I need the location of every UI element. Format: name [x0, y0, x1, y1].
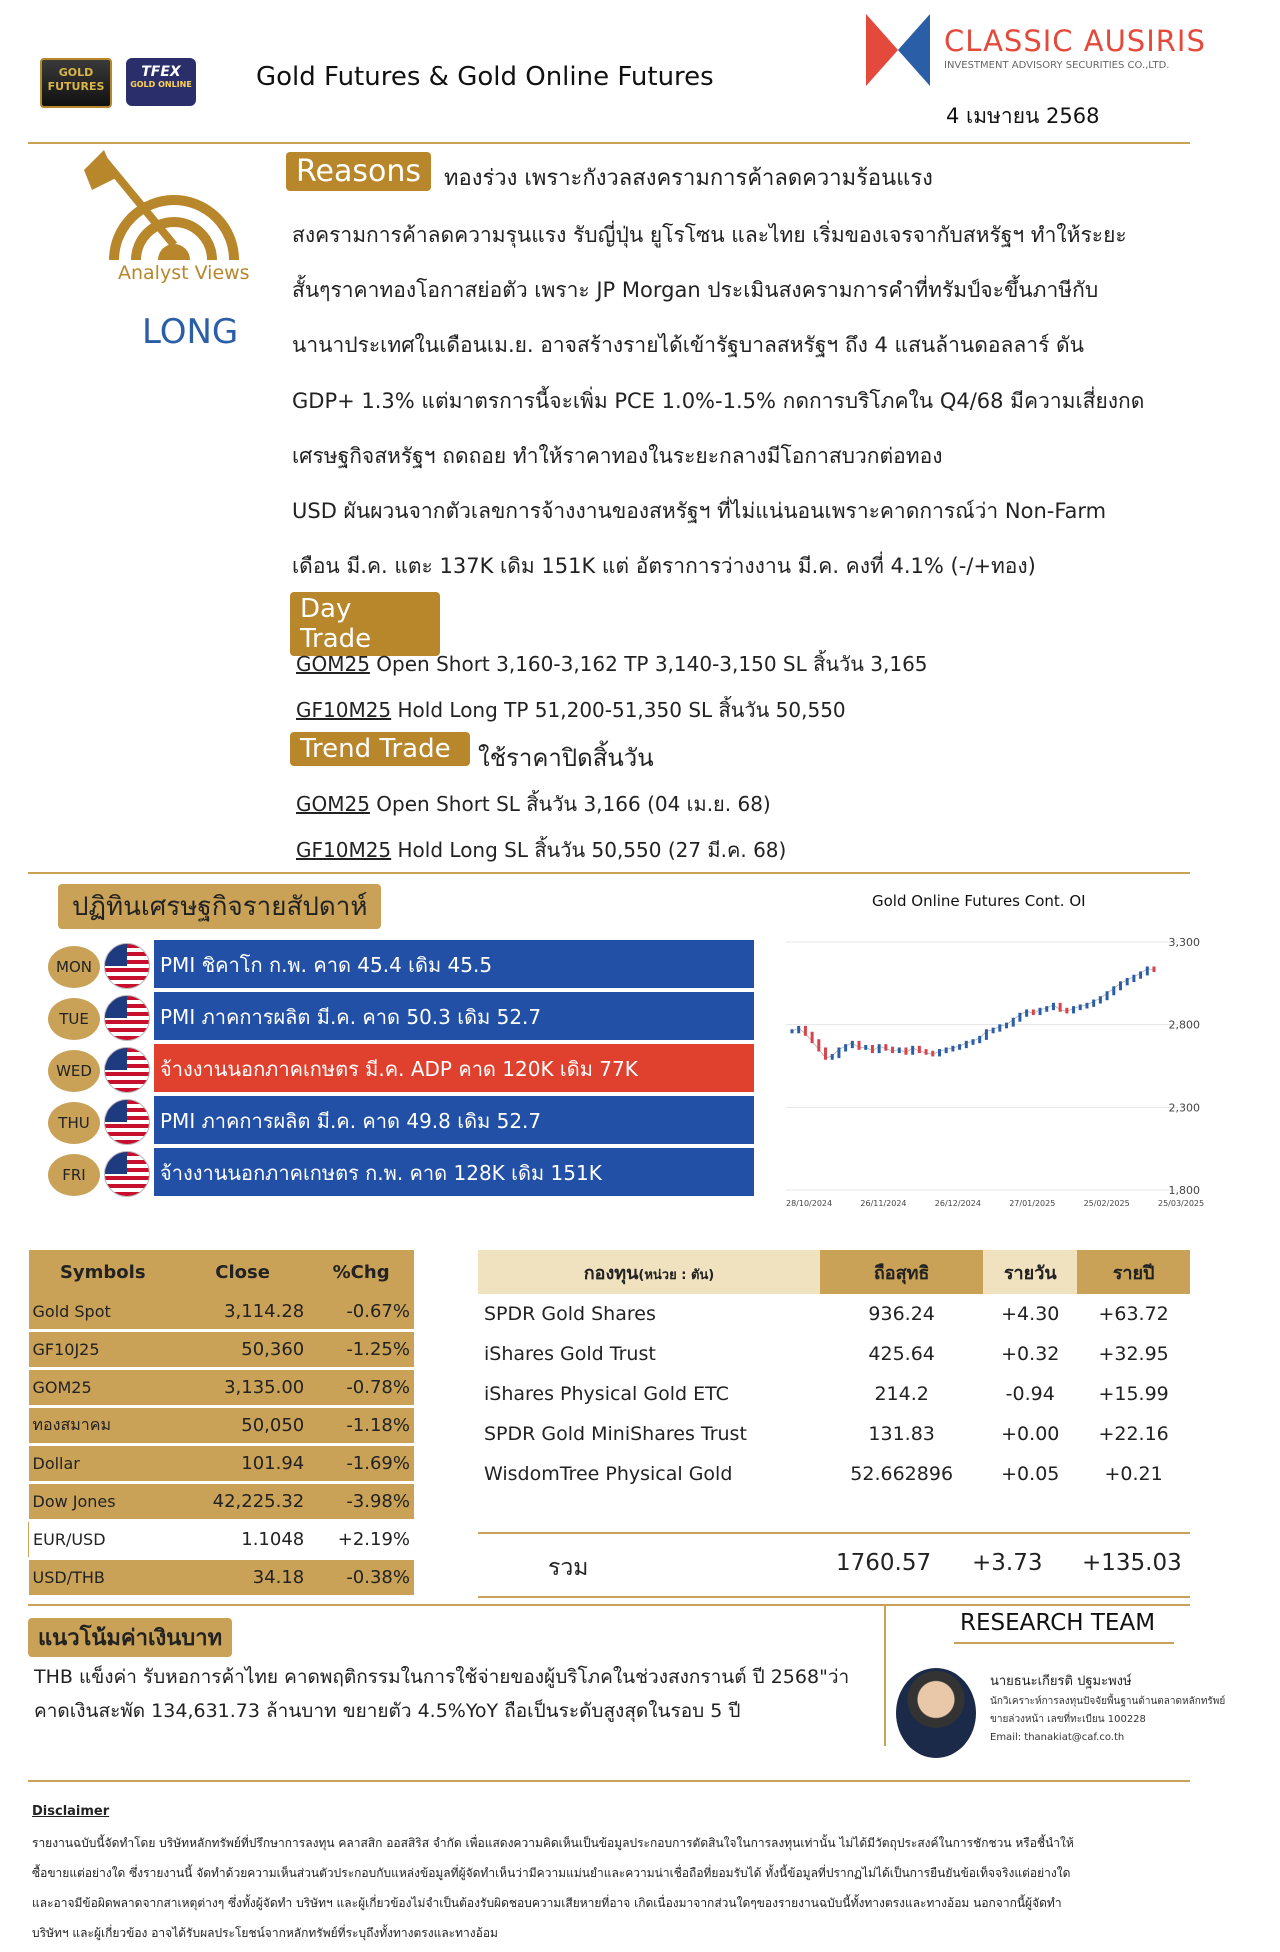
- section-divider: [28, 1780, 1190, 1782]
- cell-close: 1.1048: [177, 1521, 308, 1559]
- x-tick-label: 28/10/2024: [786, 1199, 833, 1208]
- day-trade-item: [296, 648, 928, 680]
- table-row: [478, 1374, 1190, 1414]
- trade-detail: Hold Long SL สิ้นวัน 50,550 (27 มี.ค. 68): [391, 838, 787, 862]
- candle: [898, 1047, 901, 1053]
- calendar-event: PMI ภาคการผลิต มี.ค. คาด 50.3 เดิม 52.7: [154, 992, 754, 1042]
- cell-chg: -1.69%: [308, 1445, 414, 1483]
- candle: [1092, 1000, 1095, 1007]
- header-divider: [28, 142, 1190, 144]
- col-header-net: ถือสุทธิ: [820, 1250, 983, 1294]
- fund-total-label: รวม: [548, 1555, 589, 1581]
- day-trade-item: [296, 694, 846, 726]
- section-divider: [28, 1604, 1190, 1606]
- us-flag-icon: [104, 1099, 150, 1145]
- y-tick-label: 1,800: [1168, 1184, 1200, 1197]
- cell-close: 50,360: [177, 1331, 308, 1369]
- cell-close: 50,050: [177, 1407, 308, 1445]
- research-team-title: RESEARCH TEAM: [960, 1610, 1156, 1636]
- col-header-unit: (หน่วย : ตัน): [638, 1267, 715, 1283]
- y-tick-label: 3,300: [1168, 936, 1200, 949]
- candle: [918, 1046, 921, 1053]
- candle: [1079, 1004, 1082, 1010]
- y-tick-label: 2,300: [1168, 1101, 1200, 1115]
- candle: [797, 1026, 800, 1033]
- cell-symbol: Gold Spot: [29, 1294, 178, 1331]
- candle: [871, 1045, 874, 1053]
- tfex-logo-subtext: GOLD ONLINE: [130, 80, 192, 89]
- cell-net: 52.662896: [850, 1463, 954, 1485]
- candle: [1065, 1008, 1068, 1014]
- cell-chg: +2.19%: [308, 1521, 414, 1559]
- cell-symbol: Dow Jones: [29, 1483, 178, 1521]
- cell-symbol: EUR/USD: [29, 1521, 178, 1559]
- candle: [992, 1028, 995, 1034]
- analyst-email: Email: thanakiat@caf.co.th: [990, 1732, 1125, 1743]
- candle: [1005, 1023, 1008, 1029]
- cell-chg: -0.38%: [308, 1559, 414, 1597]
- trade-detail: Hold Long TP 51,200-51,350 SL สิ้นวัน 50,550: [391, 698, 846, 722]
- candle: [1039, 1008, 1042, 1015]
- x-tick-label: 26/11/2024: [860, 1199, 907, 1208]
- candle: [1052, 1003, 1055, 1010]
- fund-total-daily: +3.73: [972, 1550, 1043, 1576]
- candle: [1072, 1006, 1075, 1013]
- candle: [884, 1044, 887, 1050]
- us-flag-icon: [104, 943, 150, 989]
- cell-name: WisdomTree Physical Gold: [484, 1463, 733, 1485]
- table-row: [29, 1483, 415, 1521]
- gold-fund-table: [478, 1250, 1190, 1494]
- candle: [1018, 1013, 1021, 1022]
- us-flag-icon: [104, 1151, 150, 1197]
- candle: [851, 1041, 854, 1048]
- analyst-name: นายธนะเกียรติ ปฐมะพงษ์: [990, 1674, 1132, 1689]
- trade-symbol: GF10M25: [296, 838, 392, 862]
- candle: [958, 1044, 961, 1050]
- classic-ausiris-logo-icon: [866, 14, 930, 86]
- day-trade-tag: Day Trade: [290, 592, 440, 656]
- table-row: [478, 1334, 1190, 1374]
- candle: [831, 1054, 834, 1060]
- candle: [824, 1047, 827, 1059]
- document-title: Gold Futures & Gold Online Futures: [256, 62, 714, 92]
- candle: [1146, 966, 1149, 975]
- candle: [972, 1039, 975, 1045]
- col-header-close: Close: [177, 1250, 308, 1294]
- oi-chart: [770, 920, 1210, 1210]
- candle: [878, 1044, 881, 1053]
- cell-name: SPDR Gold Shares: [484, 1303, 656, 1325]
- col-header-daily: รายวัน: [983, 1250, 1077, 1294]
- candle: [804, 1026, 807, 1036]
- candle: [817, 1039, 820, 1051]
- candle: [1126, 978, 1129, 985]
- tfex-logo-text: TFEX: [141, 64, 181, 80]
- candle: [904, 1047, 907, 1054]
- cell-daily: +0.05: [1001, 1463, 1060, 1485]
- candle: [1132, 975, 1135, 982]
- candle: [858, 1041, 861, 1050]
- analyst-avatar: [896, 1668, 976, 1758]
- cell-symbol: Dollar: [29, 1445, 178, 1483]
- table-row: [478, 1294, 1190, 1334]
- candle: [1153, 966, 1156, 972]
- candle: [1085, 1003, 1088, 1009]
- reasons-tag: Reasons: [286, 152, 431, 191]
- cell-symbol: GF10J25: [29, 1331, 178, 1369]
- tfex-logo: [126, 58, 196, 106]
- cell-ytd: +63.72: [1098, 1303, 1169, 1325]
- cell-symbol: USD/THB: [29, 1559, 178, 1597]
- reasons-line: เดือน มี.ค. แตะ 137K เดิม 151K แต่ อัตราการว่างงาน มี.ค. คงที่ 4.1% (-/+ทอง): [292, 554, 1036, 578]
- cell-close: 42,225.32: [177, 1483, 308, 1521]
- cell-name: SPDR Gold MiniShares Trust: [484, 1423, 747, 1445]
- analyst-title: นักวิเคราะห์การลงทุนปัจจัยพื้นฐานด้านตลาดหลักทรัพย์: [990, 1696, 1226, 1707]
- reasons-line: เศรษฐกิจสหรัฐฯ ถดถอย ทำให้ราคาทองในระยะกลางมีโอกาสบวกต่อทอง: [292, 444, 943, 468]
- candle: [931, 1051, 934, 1057]
- x-tick-label: 25/03/2025: [1158, 1199, 1205, 1208]
- cell-chg: -3.98%: [308, 1483, 414, 1521]
- cell-ytd: +0.21: [1104, 1463, 1163, 1485]
- candle: [1059, 1003, 1062, 1012]
- candle: [1106, 991, 1109, 1000]
- candle: [965, 1041, 968, 1048]
- calendar-event: จ้างงานนอกภาคเกษตร มี.ค. ADP คาด 120K เดิม 77K: [154, 1044, 754, 1094]
- research-underline: [954, 1642, 1174, 1644]
- candle: [1139, 971, 1142, 978]
- fund-total-net: 1760.57: [836, 1550, 932, 1576]
- table-row: [29, 1369, 415, 1407]
- reasons-line: นานาประเทศในเดือนเม.ย. อาจสร้างรายได้เข้ารัฐบาลสหรัฐฯ ถึง 4 แสนล้านดอลลาร์ ดัน: [292, 333, 1085, 357]
- cell-ytd: +15.99: [1098, 1383, 1169, 1405]
- cell-ytd: +22.16: [1098, 1423, 1169, 1445]
- cell-close: 3,135.00: [177, 1369, 308, 1407]
- cell-net: 131.83: [868, 1423, 935, 1445]
- table-row: [29, 1521, 415, 1559]
- us-flag-icon: [104, 995, 150, 1041]
- cell-name: iShares Gold Trust: [484, 1343, 656, 1365]
- candle: [1025, 1009, 1028, 1016]
- calendar-title: ปฏิทินเศรษฐกิจรายสัปดาห์: [58, 884, 381, 929]
- baht-line: คาดเงินสะพัด 134,631.73 ล้านบาท ขยายตัว 4.5%YoY ถือเป็นระดับสูงสุดในรอบ 5 ปี: [34, 1700, 741, 1722]
- candle: [951, 1046, 954, 1052]
- cell-symbol: GOM25: [29, 1369, 178, 1407]
- target-arrow-icon: [74, 150, 264, 270]
- analyst-license: ขายล่วงหน้า เลขที่ทะเบียน 100228: [990, 1714, 1146, 1725]
- candle: [925, 1049, 928, 1055]
- analyst-views-label: Analyst Views: [118, 262, 250, 284]
- fund-total-ytd: +135.03: [1082, 1550, 1182, 1576]
- col-header-ytd: รายปี: [1077, 1250, 1190, 1294]
- table-row: [29, 1294, 415, 1331]
- cell-chg: -1.25%: [308, 1331, 414, 1369]
- vertical-divider: [884, 1606, 886, 1746]
- trade-symbol: GF10M25: [296, 698, 392, 722]
- candle: [864, 1045, 867, 1050]
- table-row: [29, 1331, 415, 1369]
- gold-futures-logo: [40, 58, 112, 108]
- candle: [844, 1044, 847, 1051]
- trade-symbol: GOM25: [296, 652, 370, 676]
- candle: [1045, 1006, 1048, 1012]
- cell-symbol: ทองสมาคม: [29, 1407, 178, 1445]
- candle: [978, 1036, 981, 1043]
- cell-daily: +0.32: [1001, 1343, 1060, 1365]
- trade-symbol: GOM25: [296, 792, 370, 816]
- trend-trade-item: [296, 834, 786, 866]
- baht-outlook-tag: แนวโน้มค่าเงินบาท: [28, 1618, 232, 1657]
- candle: [911, 1046, 914, 1055]
- candle: [791, 1029, 794, 1033]
- us-flag-icon: [104, 1047, 150, 1093]
- cell-chg: -1.18%: [308, 1407, 414, 1445]
- gold-futures-logo-text: GOLD FUTURES: [47, 66, 105, 93]
- table-row: [478, 1454, 1190, 1494]
- calendar-event: PMI ชิคาโก ก.พ. คาด 45.4 เดิม 45.5: [154, 940, 754, 990]
- chart-title: Gold Online Futures Cont. OI: [872, 892, 1086, 910]
- col-header-fund: [478, 1250, 820, 1294]
- cell-daily: -0.94: [1005, 1383, 1055, 1405]
- reasons-line: สั้นๆราคาทองโอกาสย่อตัว เพราะ JP Morgan ประเมินสงครามการคำที่ทรัมป์จะขึ้นภาษีกับ: [292, 278, 1099, 302]
- cell-net: 936.24: [868, 1303, 935, 1325]
- calendar-event: จ้างงานนอกภาคเกษตร ก.พ. คาด 128K เดิม 151K: [154, 1148, 754, 1198]
- day-badge: TUE: [48, 998, 100, 1040]
- candle: [1112, 986, 1115, 995]
- cell-ytd: +32.95: [1098, 1343, 1169, 1365]
- brand-subtitle: INVESTMENT ADVISORY SECURITIES CO.,LTD.: [944, 60, 1170, 71]
- x-tick-label: 26/12/2024: [934, 1199, 981, 1208]
- table-row: [29, 1407, 415, 1445]
- table-row: [478, 1414, 1190, 1454]
- disclaimer-line: รายงานฉบับนี้จัดทำโดย บริษัทหลักทรัพย์ที่ปรึกษาการลงทุน คลาสสิก ออสสิริส จำกัด เพื่อแสดงความคิดเห็นเป็นข้อมูลประกอบการตัดสินใจในการลงทุนเท่านั้น ไม่ได้มีวัตถุประสงค์ในการชักชวน หรือชี้นำให้: [32, 1836, 1074, 1850]
- y-tick-label: 2,800: [1168, 1018, 1200, 1032]
- day-badge: MON: [48, 946, 100, 988]
- day-badge: WED: [48, 1050, 100, 1092]
- col-header-chg: %Chg: [308, 1250, 414, 1294]
- market-symbols-table: [28, 1250, 414, 1598]
- calendar-event: PMI ภาคการผลิต มี.ค. คาด 49.8 เดิม 52.7: [154, 1096, 754, 1146]
- col-header-symbols: Symbols: [29, 1250, 178, 1294]
- candle: [938, 1049, 941, 1056]
- disclaimer-title: Disclaimer: [32, 1804, 110, 1819]
- candle: [837, 1047, 840, 1058]
- document-date: 4 เมษายน 2568: [946, 104, 1100, 128]
- cell-daily: +0.00: [1001, 1423, 1060, 1445]
- trade-detail: Open Short SL สิ้นวัน 3,166 (04 เม.ย. 68): [369, 792, 771, 816]
- cell-close: 34.18: [177, 1559, 308, 1597]
- trend-trade-tag: Trend Trade: [290, 732, 470, 766]
- cell-chg: -0.67%: [308, 1294, 414, 1331]
- cell-daily: +4.30: [1001, 1303, 1060, 1325]
- reasons-line: GDP+ 1.3% แต่มาตรการนี้จะเพิ่ม PCE 1.0%-1.5% กดการบริโภคใน Q4/68 มีความเสี่ยงกด: [292, 389, 1145, 413]
- candle: [811, 1032, 814, 1043]
- cell-name: iShares Physical Gold ETC: [484, 1383, 729, 1405]
- candle: [891, 1047, 894, 1053]
- reasons-headline: ทองร่วง เพราะกังวลสงครามการค้าลดความร้อนแรง: [444, 166, 933, 191]
- baht-line: THB แข็งค่า รับหอการค้าไทย คาดพฤติกรรมในการใช้จ่ายของผู้บริโภคในช่วงสงกรานต์ ปี 2568"ว่า: [34, 1666, 850, 1688]
- brand-name: CLASSIC AUSIRIS: [944, 24, 1206, 58]
- col-header-fund-label: กองทุน: [583, 1262, 639, 1284]
- analyst-stance: LONG: [142, 312, 239, 352]
- section-divider: [28, 872, 1190, 874]
- candle: [1099, 996, 1102, 1003]
- reasons-line: สงครามการค้าลดความรุนแรง รับญี่ปุ่น ยูโรโซน และไทย เริ่มของเจรจากับสหรัฐฯ ทำให้ระยะ: [292, 223, 1127, 247]
- trade-detail: Open Short 3,160-3,162 TP 3,140-3,150 SL สิ้นวัน 3,165: [369, 652, 928, 676]
- cell-close: 101.94: [177, 1445, 308, 1483]
- disclaimer-line: และอาจมีข้อผิดพลาดจากสาเหตุต่างๆ ซึ่งทั้งผู้จัดทำ บริษัทฯ และผู้เกี่ยวข้องไม่จำเป็นต้องรับผิดชอบความเสียหายที่อาจ เกิดเนื่องมาจากส่วนใดๆของรายงานฉบับนี้ทั้งทางตรงและทางอ้อม นอกจากนี้ผู้จัดทำ: [32, 1896, 1062, 1910]
- cell-chg: -0.78%: [308, 1369, 414, 1407]
- reasons-line: USD ผันผวนจากตัวเลขการจ้างงานของสหรัฐฯ ที่ไม่แน่นอนเพราะคาดการณ์ว่า Non-Farm: [292, 499, 1107, 523]
- candle: [1032, 1009, 1035, 1015]
- candle: [985, 1029, 988, 1040]
- candle: [1012, 1018, 1015, 1027]
- cell-net: 214.2: [874, 1383, 929, 1405]
- table-row: [29, 1445, 415, 1483]
- disclaimer-line: บริษัทฯ และผู้เกี่ยวข้อง อาจได้รับผลประโยชน์จากหลักทรัพย์ที่ระบุถึงทั้งทางตรงและทางอ้อม: [32, 1926, 498, 1940]
- table-row: [29, 1559, 415, 1597]
- cell-net: 425.64: [868, 1343, 935, 1365]
- x-tick-label: 25/02/2025: [1083, 1199, 1130, 1208]
- day-badge: FRI: [48, 1154, 100, 1196]
- candle: [945, 1047, 948, 1053]
- candle: [1119, 981, 1122, 990]
- disclaimer-line: ซื้อขายแต่อย่างใด ซึ่งรายงานนี้ จัดทำด้วยความเห็นส่วนตัวประกอบกับแหล่งข้อมูลที่ผู้จัดทำเห็นว่ามีความแม่นยำและความน่าเชื่อถือที่ยอมรับได้ ทั้งนี้ข้อมูลที่ปรากฏไม่ได้เป็นการยืนยันข้อเท็จจริงแต่อย่างใด: [32, 1866, 1071, 1880]
- fund-total-row: [478, 1532, 1190, 1598]
- cell-close: 3,114.28: [177, 1294, 308, 1331]
- x-tick-label: 27/01/2025: [1009, 1199, 1056, 1208]
- trend-trade-note: ใช้ราคาปิดสิ้นวัน: [478, 744, 654, 772]
- day-badge: THU: [48, 1102, 100, 1144]
- trend-trade-item: [296, 788, 771, 820]
- candle: [998, 1024, 1001, 1031]
